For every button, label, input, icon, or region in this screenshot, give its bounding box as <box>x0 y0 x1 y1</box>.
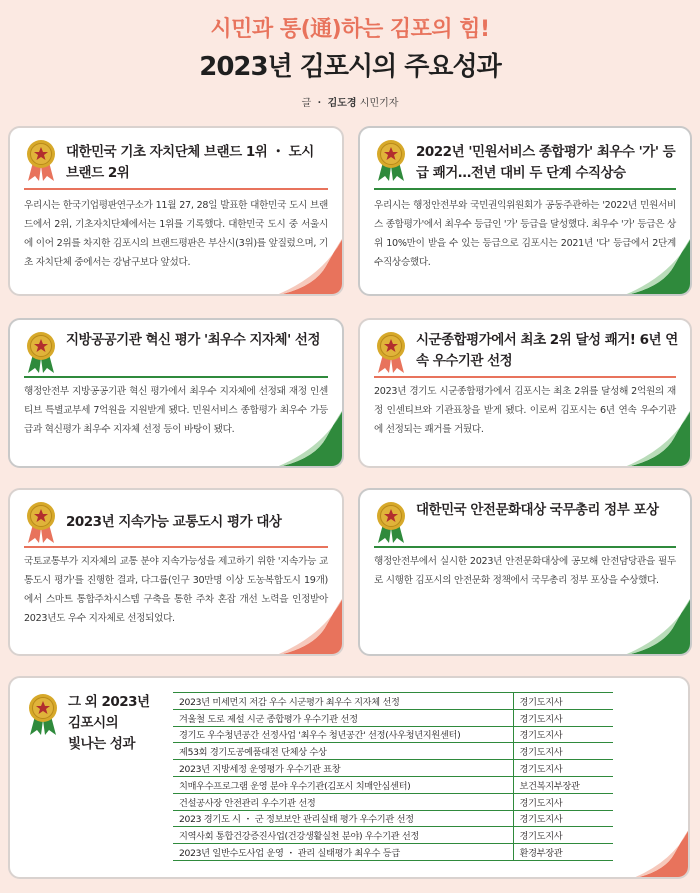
other-achievements-title <box>68 692 168 755</box>
table-row <box>173 827 613 844</box>
medal-icon <box>374 138 408 182</box>
award-name: 건설공사장 안전관리 우수기관 선정 <box>173 793 513 810</box>
table-row <box>173 844 613 861</box>
award-name: 2023 경기도 시 ・ 군 정보보안 관리실태 평가 우수기관 선정 <box>173 810 513 827</box>
byline-prefix: 글 ・ <box>301 98 325 109</box>
medal-icon <box>24 500 58 544</box>
card-divider <box>24 546 328 548</box>
card-title: 시군종합평가에서 최초 2위 달성 쾌거! 6년 연속 우수기관 선정 <box>416 332 678 369</box>
award-organization: 경기도지사 <box>513 709 613 726</box>
other-achievements-card <box>8 676 690 879</box>
card-title: 대한민국 기초 자치단체 브랜드 1위 ・ 도시 브랜드 2위 <box>66 144 314 181</box>
card-divider <box>24 376 328 378</box>
card-title: 2023년 지속가능 교통도시 평가 대상 <box>66 514 282 530</box>
card-body: 우리시는 한국기업평판연구소가 11월 27, 28일 발표한 대한민국 도시 브랜드에서 2위, 기초자치단체에서는 1위를 기록했다. 대한민국 도시 중 서울시에 이어 2위를 차지한 김포시의 브랜드평판은 부산시(3위)를 앞질렀으며, 기초 자치단체 중에서는 강남구보다 앞섰다. <box>24 200 328 268</box>
award-organization: 보건복지부장관 <box>513 776 613 793</box>
card-body: 2023년 경기도 시군종합평가에서 김포시는 최초 2위를 달성해 2억원의 재정 인센티브와 기관표창을 받게 됐다. 이로써 김포시는 6년 연속 우수기관에 선정되는 쾌거를 거뒀다. <box>374 386 676 435</box>
table-row <box>173 726 613 743</box>
award-organization: 경기도지사 <box>513 793 613 810</box>
byline-name: 김도경 <box>327 98 357 109</box>
page-curl <box>622 408 692 468</box>
medal-icon <box>24 138 58 182</box>
achievement-card-2 <box>358 126 692 296</box>
award-name: 치매우수프로그램 운영 분야 우수기관(김포시 치매안심센터) <box>173 776 513 793</box>
table-row <box>173 793 613 810</box>
page-curl <box>622 596 692 656</box>
medal-icon <box>26 692 60 736</box>
card-title: 대한민국 안전문화대상 국무총리 정부 포상 <box>416 502 659 518</box>
award-organization: 환경부장관 <box>513 844 613 861</box>
award-name: 2023년 미세먼지 저감 우수 시군평가 최우수 지자체 선정 <box>173 693 513 710</box>
table-row <box>173 709 613 726</box>
card-divider <box>374 546 676 548</box>
award-organization: 경기도지사 <box>513 726 613 743</box>
table-row <box>173 693 613 710</box>
card-divider <box>24 188 328 190</box>
title-line-2: 김포시의 <box>68 715 119 731</box>
card-body: 행정안전부에서 실시한 2023년 안전문화대상에 공모해 안전담당관을 필두로 시행한 김포시의 안전문화 정책에서 국무총리 정부 포상을 수상했다. <box>374 556 676 586</box>
title-line-1: 그 외 2023년 <box>68 694 150 710</box>
achievement-card-3 <box>8 318 344 468</box>
page-curl <box>622 236 692 296</box>
title-line-3: 빛나는 성과 <box>68 736 135 752</box>
medal-icon <box>24 330 58 374</box>
award-name: 제53회 경기도공예품대전 단체상 수상 <box>173 743 513 760</box>
awards-table <box>173 692 613 861</box>
page-title: 2023년 김포시의 주요성과 <box>199 52 501 82</box>
award-name: 2023년 일반수도사업 운영 ・ 관리 실태평가 최우수 등급 <box>173 844 513 861</box>
table-row <box>173 743 613 760</box>
award-name: 경기도 우수청년공간 선정사업 '최우수 청년공간' 선정(사우청년지원센터) <box>173 726 513 743</box>
table-row <box>173 776 613 793</box>
achievement-card-5 <box>8 488 344 656</box>
card-body: 행정안전부 지방공공기관 혁신 평가에서 최우수 지자체에 선정돼 재정 인센티브 특별교부세 7억원을 지원받게 됐다. 민원서비스 종합평가 최우수 가등급과 혁신평가 최우수 지자체 선정 등이 바탕이 됐다. <box>24 386 328 435</box>
page-curl <box>274 596 344 656</box>
card-divider <box>374 188 676 190</box>
award-organization: 경기도지사 <box>513 827 613 844</box>
header-kicker: 시민과 통(通)하는 김포의 힘! <box>210 17 490 42</box>
medal-icon <box>374 330 408 374</box>
award-name: 2023년 지방세정 운영평가 우수기관 표창 <box>173 760 513 777</box>
byline <box>0 94 700 109</box>
page-curl <box>630 829 690 879</box>
card-body: 국토교통부가 지자체의 교통 분야 지속가능성을 제고하기 위한 '지속가능 교통도시 평가'를 진행한 결과, 다그룹(인구 30만명 이상 도농복합도시 19개)에서 스마트 통합주차시스템 구축을 통한 주차 혼잡 개선 노력을 인정받아 2023년도 우수 지자체로 선정되었다. <box>24 556 328 624</box>
medal-icon <box>374 500 408 544</box>
byline-role: 시민기자 <box>359 98 399 109</box>
achievement-card-1 <box>8 126 344 296</box>
table-row <box>173 760 613 777</box>
card-title: 지방공공기관 혁신 평가 '최우수 지자체' 선정 <box>66 332 321 348</box>
achievement-card-6 <box>358 488 692 656</box>
page-curl <box>274 408 344 468</box>
award-name: 지역사회 통합건강증진사업(건강생활실천 분야) 우수기관 선정 <box>173 827 513 844</box>
award-organization: 경기도지사 <box>513 743 613 760</box>
achievement-card-4 <box>358 318 692 468</box>
table-row <box>173 810 613 827</box>
award-organization: 경기도지사 <box>513 693 613 710</box>
award-organization: 경기도지사 <box>513 810 613 827</box>
card-title: 2022년 '민원서비스 종합평가' 최우수 '가' 등급 쾌거…전년 대비 두 단계 수직상승 <box>416 144 676 181</box>
award-organization: 경기도지사 <box>513 760 613 777</box>
card-body: 우리시는 행정안전부와 국민권익위원회가 공동주관하는 '2022년 민원서비스 종합평가'에서 최우수 등급인 '가' 등급을 달성했다. 최우수 '가' 등급은 상위 10%만이 받을 수 있는 등급으로 김포시는 2021년 '다' 등급에서 2단계 수직상승했다. <box>374 200 676 268</box>
card-divider <box>374 376 676 378</box>
page-curl <box>274 236 344 296</box>
award-name: 겨울철 도로 제설 시군 종합평가 우수기관 선정 <box>173 709 513 726</box>
